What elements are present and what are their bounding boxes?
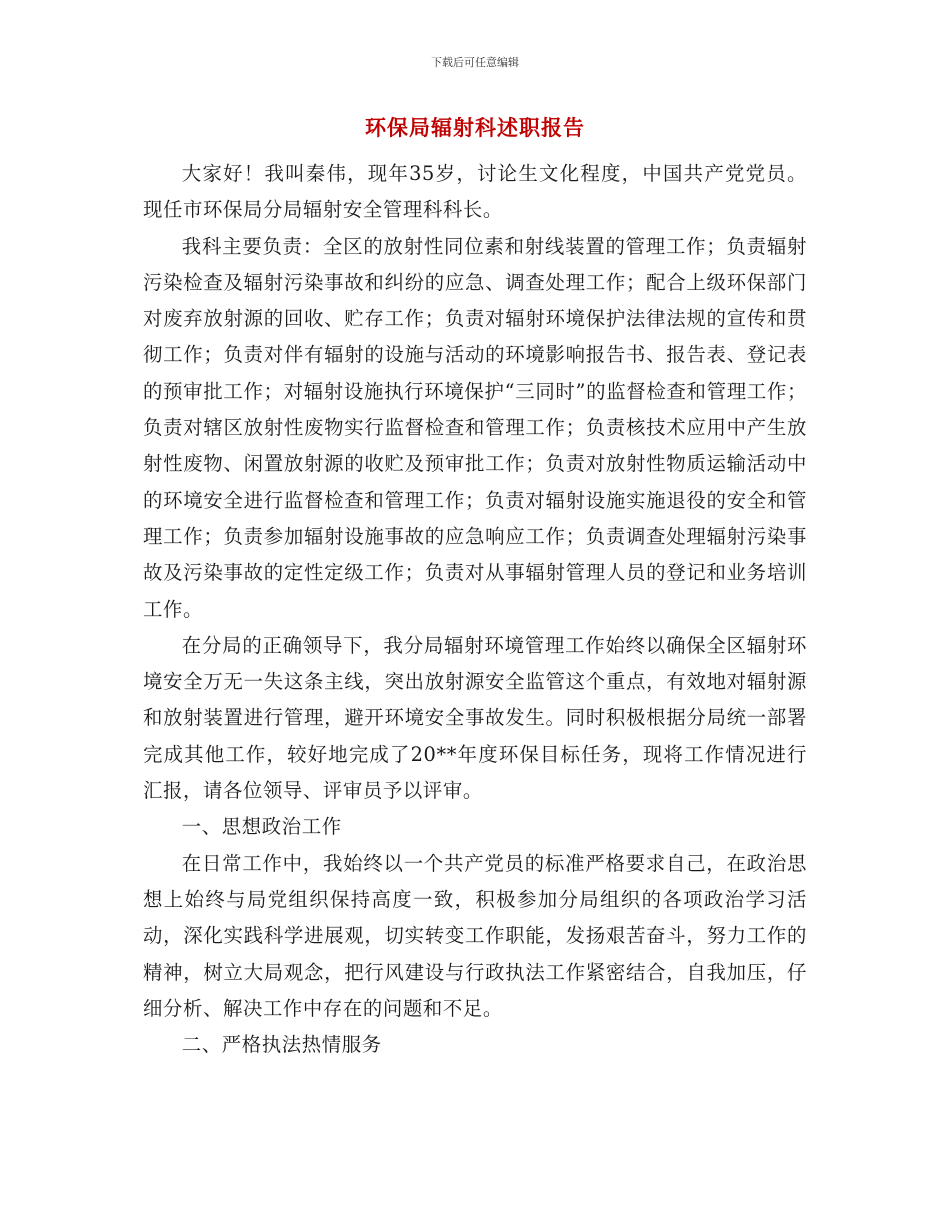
paragraph-responsibilities: 我科主要负责：全区的放射性同位素和射线装置的管理工作；负责辐射污染检查及辐射污染事故和纠纷的应急、调查处理工作；配合上级环保部门对废弃放射源的回收、贮存工作；负责对辐射环境保护法律法规的宣传和贯彻工作；负责对伴有辐射的设施与活动的环境影响报告书、报告表、登记表的预审批工作；对辐射设施执行环境保护“三同时”的监督检查和管理工作；负责对辖区放射性废物实行监督检查和管理工作；负责核技术应用中产生放射性废物、闲置放射源的收贮及预审批工作；负责对放射性物质运输活动中的环境安全进行监督检查和管理工作；负责对辐射设施实施退役的安全和管理工作；负责参加辐射设施事故的应急响应工作；负责调查处理辐射污染事故及污染事故的定性定级工作；负责对从事辐射管理人员的登记和业务培训工作。 bbox=[143, 234, 807, 621]
document-title: 环保局辐射科述职报告 bbox=[365, 115, 585, 140]
document-body bbox=[143, 156, 807, 1063]
section-heading-1: 一、思想政治工作 bbox=[181, 815, 342, 839]
paragraph-political-work: 在日常工作中，我始终以一个共产党员的标准严格要求自己，在政治思想上始终与局党组织保持高度一致，积极参加分局组织的各项政治学习活动，深化实践科学进展观，切实转变工作职能，发扬艰苦奋斗，努力工作的精神，树立大局观念，把行风建设与行政执法工作紧密结合，自我加压，仔细分析、解决工作中存在的问题和不足。 bbox=[143, 851, 807, 1020]
header-note: 下载后可任意编辑 bbox=[431, 56, 519, 69]
paragraph-summary: 在分局的正确领导下，我分局辐射环境管理工作始终以确保全区辐射环境安全万无一失这条主线，突出放射源安全监管这个重点，有效地对辐射源和放射装置进行管理，避开环境安全事故发生。同时积极根据分局统一部署完成其他工作，较好地完成了20**年度环保目标任务，现将工作情况进行汇报，请各位领导、评审员予以评审。 bbox=[143, 633, 807, 803]
section-heading-2: 二、严格执法热情服务 bbox=[181, 1033, 382, 1057]
paragraph-intro: 大家好！我叫秦伟，现年35岁，讨论生文化程度，中国共产党党员。现任市环保局分局辐射安全管理科科长。 bbox=[143, 162, 807, 222]
